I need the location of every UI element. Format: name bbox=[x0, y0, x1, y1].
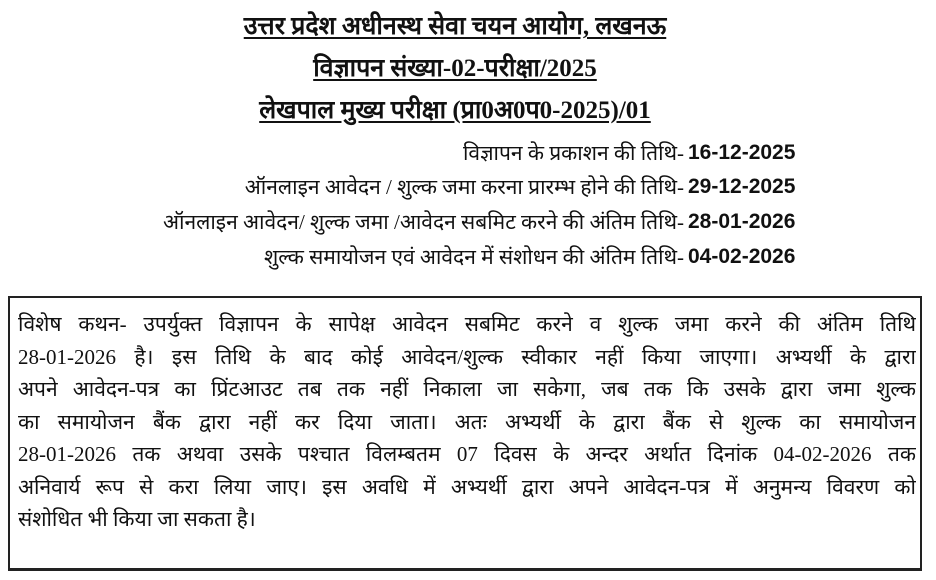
exam-title bbox=[0, 96, 910, 126]
date-value: 04-02-2026 bbox=[688, 245, 796, 268]
notice-line: विशेष कथन- उपर्युक्त विज्ञापन के सापेक्ष आवेदन सबमिट करने व शुल्क जमा करने की अंतिम तिथि bbox=[18, 312, 916, 336]
date-row bbox=[0, 207, 936, 237]
date-label: ऑनलाइन आवेदन/ शुल्क जमा /आवेदन सबमिट करने की अंतिम तिथि- bbox=[162, 210, 684, 234]
date-row bbox=[0, 172, 936, 202]
date-label: ऑनलाइन आवेदन / शुल्क जमा करना प्रारम्भ होने की तिथि- bbox=[244, 175, 684, 199]
notice-line: का समायोजन बैंक द्वारा नहीं कर दिया जाता। अतः अभ्यर्थी के द्वारा बैंक से शुल्क का समायोजन bbox=[18, 410, 916, 434]
notice-line: अपने आवेदन-पत्र का प्रिंटआउट तब तक नहीं निकाला जा सकेगा, जब तक कि उसके द्वारा जमा शुल्क bbox=[18, 377, 916, 401]
notice-line: संशोधित भी किया जा सकता है। bbox=[18, 507, 256, 531]
commission-name bbox=[0, 12, 910, 42]
advertisement-number-text: विज्ञापन संख्या-02-परीक्षा/2025 bbox=[313, 55, 597, 82]
notice-line: अनिवार्य रूप से करा लिया जाए। इस अवधि में अभ्यर्थी द्वारा अपने आवेदन-पत्र में अनुमन्य विवरण को bbox=[18, 475, 916, 499]
date-label: शुल्क समायोजन एवं आवेदन में संशोधन की अंतिम तिथि- bbox=[263, 245, 684, 269]
date-label: विज्ञापन के प्रकाशन की तिथि- bbox=[462, 141, 684, 165]
special-notice-box bbox=[8, 296, 922, 571]
date-row bbox=[0, 242, 936, 272]
exam-title-text: लेखपाल मुख्य परीक्षा (प्रा0अ0प0-2025)/01 bbox=[259, 97, 651, 124]
notice-line: 28-01-2026 तक अथवा उसके पश्चात विलम्बतम 07 दिवस के अन्दर अर्थात दिनांक 04-02-2026 तक bbox=[18, 442, 916, 466]
date-value: 29-12-2025 bbox=[688, 175, 796, 198]
date-row bbox=[0, 138, 936, 168]
advertisement-number bbox=[0, 54, 910, 84]
date-value: 16-12-2025 bbox=[688, 141, 796, 164]
date-value: 28-01-2026 bbox=[688, 210, 796, 233]
commission-name-text: उत्तर प्रदेश अधीनस्थ सेवा चयन आयोग, लखनऊ bbox=[243, 13, 667, 40]
notice-line: 28-01-2026 है। इस तिथि के बाद कोई आवेदन/शुल्क स्वीकार नहीं किया जाएगा। अभ्यर्थी के द्वारा bbox=[18, 345, 916, 369]
